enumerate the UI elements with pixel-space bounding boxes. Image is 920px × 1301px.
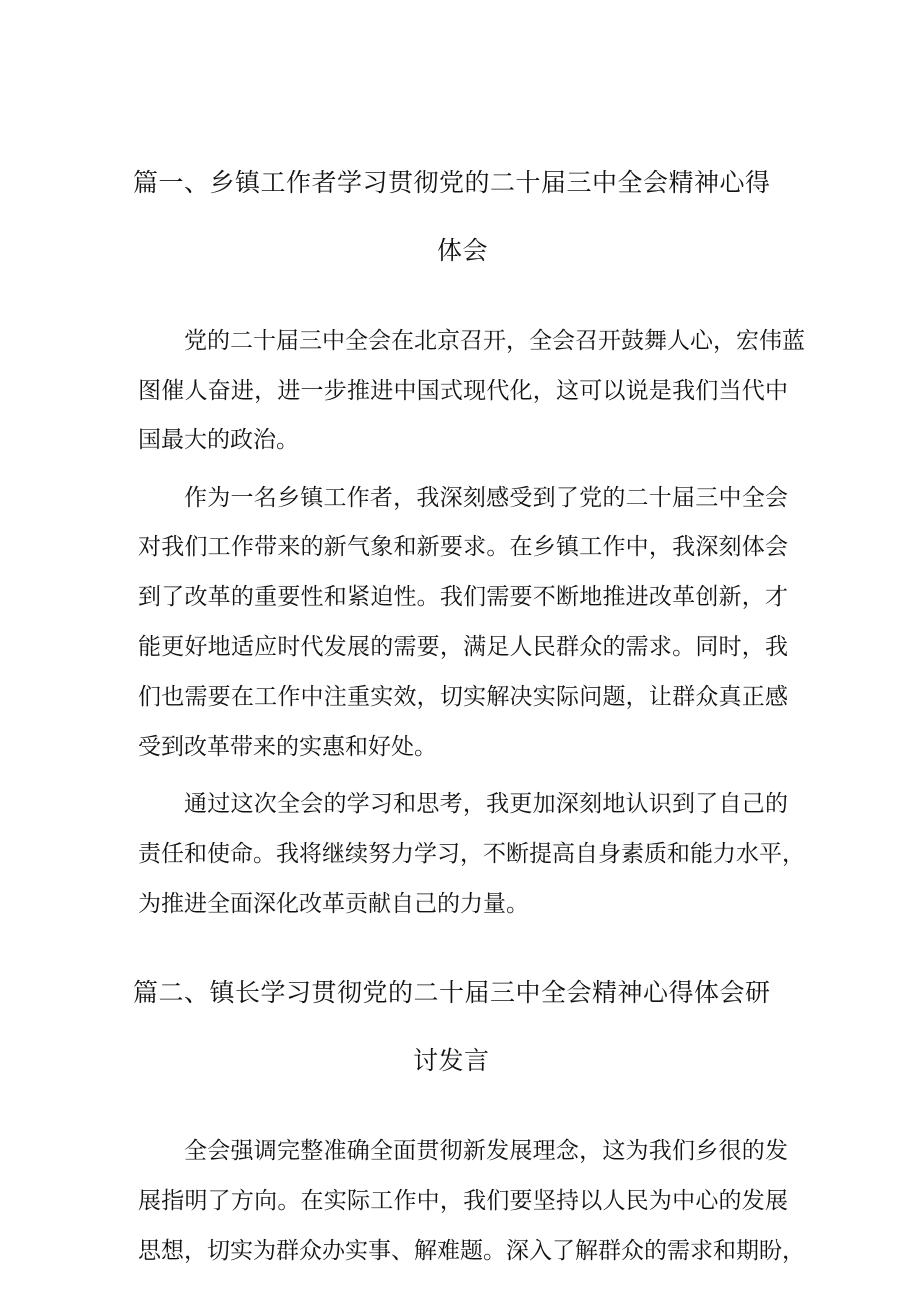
- section-1-title-line-2: 体会: [437, 236, 489, 265]
- paragraph-line: 图催人奋进，进一步推进中国式现代化，这可以说是我们当代中: [138, 378, 788, 404]
- paragraph-line: 为推进全面深化改革贡献自己的力量。: [138, 891, 529, 917]
- paragraph-line: 对我们工作带来的新气象和新要求。在乡镇工作中，我深刻体会: [138, 534, 788, 560]
- paragraph-line: 到了改革的重要性和紧迫性。我们需要不断地推进改革创新，才: [138, 584, 788, 610]
- paragraph-line: 展指明了方向。在实际工作中，我们要坚持以人民为中心的发展: [138, 1188, 788, 1214]
- paragraph-line: 责任和使命。我将继续努力学习，不断提高自身素质和能力水平，: [138, 841, 805, 867]
- paragraph-line: 们也需要在工作中注重实效，切实解决实际问题，让群众真正感: [138, 684, 788, 710]
- paragraph-line: 国最大的政治。: [138, 427, 299, 453]
- paragraph-line: 通过这次全会的学习和思考，我更加深刻地认识到了自己的: [184, 791, 788, 817]
- paragraph-line: 党的二十届三中全会在北京召开，全会召开鼓舞人心，宏伟蓝: [184, 328, 805, 354]
- paragraph-line: 能更好地适应时代发展的需要，满足人民群众的需求。同时，我: [138, 634, 788, 660]
- section-1-title-line-1: 篇一、乡镇工作者学习贯彻党的二十届三中全会精神心得: [133, 168, 771, 197]
- section-2-title-line-1: 篇二、镇长学习贯彻党的二十届三中全会精神心得体会研: [133, 978, 771, 1007]
- paragraph-line: 受到改革带来的实惠和好处。: [138, 734, 437, 760]
- paragraph-line: 作为一名乡镇工作者，我深刻感受到了党的二十届三中全会: [184, 485, 788, 511]
- section-2-title-line-2: 讨发言: [413, 1046, 490, 1075]
- paragraph-line: 思想，切实为群众办实事、解难题。深入了解群众的需求和期盼，: [138, 1238, 805, 1264]
- paragraph-line: 全会强调完整准确全面贯彻新发展理念，这为我们乡很的发: [184, 1138, 788, 1164]
